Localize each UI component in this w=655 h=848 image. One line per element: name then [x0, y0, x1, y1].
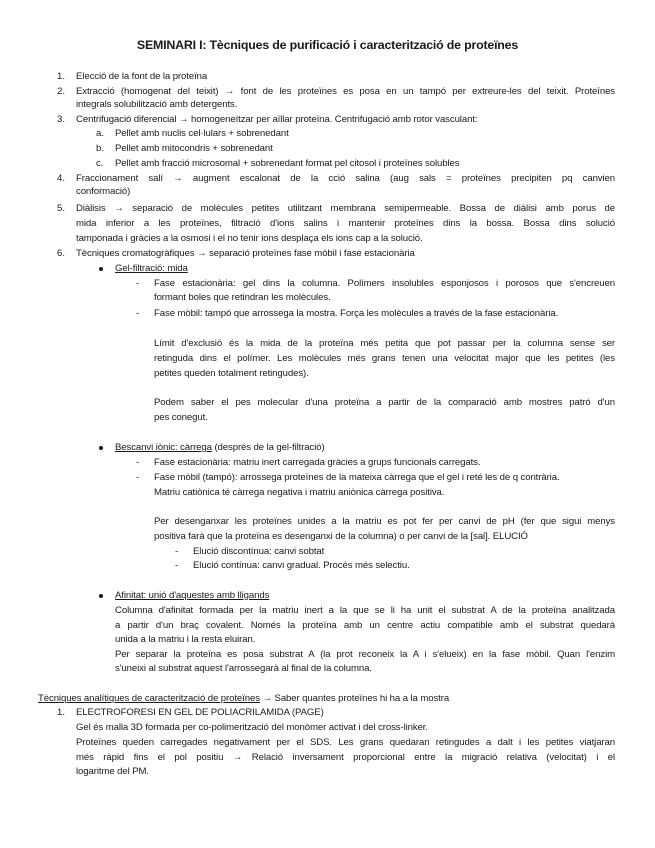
- section-heading-affinity: Afinitat: unió d'aquestes amb lligands: [115, 590, 270, 601]
- sublist-marker: a.: [96, 128, 105, 139]
- section-heading-gel-filtration: Gel-filtració: mida: [115, 263, 188, 274]
- dash-marker: -: [136, 278, 140, 289]
- paragraph-line: Elució discontínua: canvi sobtat: [193, 546, 325, 557]
- list-number: 4.: [57, 173, 66, 184]
- bullet-icon: [99, 446, 103, 450]
- paragraph-line: a partir d'un braç covalent. Només la proteïna amb un centre actiu compatible amb el substrat quedarà: [115, 620, 615, 631]
- paragraph-line: més ràpid fins el pol positiu → Relació inversament proporcional entre la migració relativa (velocitat) i el: [76, 752, 615, 763]
- dash-marker: -: [175, 560, 179, 571]
- list-number: 1.: [57, 707, 66, 718]
- paragraph-line: unida a la matriu i la resta eluiran.: [115, 634, 256, 645]
- sublist-marker: b.: [96, 143, 105, 154]
- heading-rest: → Saber quantes proteïnes hi ha a la mostra: [259, 693, 450, 704]
- dash-marker: -: [136, 457, 140, 468]
- dash-marker: -: [175, 546, 179, 557]
- paragraph-line: Fase estacionària: gel dins la columna. Polímers insolubles esponjosos i porosos que s'encreuen: [154, 278, 615, 289]
- sublist-item: Pellet amb mitocondris + sobrenedant: [115, 143, 273, 154]
- list-item-text: Fraccionament salí → augment escalonat de la cció salina (aug sals = proteïnes precipiten pq canvien: [76, 173, 615, 184]
- paragraph-line: Gel és malla 3D formada per co-polimerització del monòmer activat i del cross-linker.: [76, 722, 428, 733]
- list-number: 2.: [57, 86, 66, 97]
- section-heading-ion-exchange: [115, 442, 325, 454]
- heading-rest: (després de la gel-filtració): [211, 442, 325, 453]
- paragraph-line: petites queden totalment retingudes).: [154, 368, 309, 379]
- dash-marker: -: [136, 308, 140, 319]
- list-item-text: mida inferior a les proteïnes, filtració d'ions salins i mantenir proteïnes dins la bossa. Bossa dins solució: [76, 218, 615, 229]
- paragraph-line: Per desenganxar les proteïnes unides a la matriu es pot fer per canvi de pH (fer que sigui menys: [154, 516, 615, 527]
- paragraph-line: Podem saber el pes molecular d'una proteïna a partir de la comparació amb mostres patró d'un: [154, 397, 615, 408]
- paragraph-line: retinguda dins el polímer. Les molècules més grans tenen una velocitat major que les petites (les: [154, 353, 615, 364]
- heading-underlined: Bescanvi iònic: càrrega: [115, 442, 212, 453]
- list-number: 6.: [57, 248, 66, 259]
- paragraph-line: pes conegut.: [154, 412, 208, 423]
- bullet-icon: [99, 594, 103, 598]
- list-item-text: Elecció de la font de la proteïna: [76, 71, 208, 82]
- list-item-text: conformació): [76, 186, 131, 197]
- list-number: 3.: [57, 114, 66, 125]
- paragraph-line: Columna d'afinitat formada per la matriu inert a la que se li ha unit el substrat A de la proteïna analitzada: [115, 605, 615, 616]
- list-item-text: Tècniques cromatogràfiques → separació proteïnes fase mòbil i fase estacionària: [76, 248, 415, 259]
- section-heading-analytic: [38, 693, 449, 705]
- list-number: 1.: [57, 71, 66, 82]
- list-number: 5.: [57, 203, 66, 214]
- dash-marker: -: [136, 472, 140, 483]
- list-item-text: integrals solubilització amb detergents.: [76, 99, 238, 110]
- paragraph-line: logaritme del PM.: [76, 766, 149, 777]
- paragraph-line: formant boles que retindran les molècules.: [154, 292, 331, 303]
- page-title: SEMINARI I: Tècniques de purificació i caracterització de proteïnes: [136, 38, 519, 52]
- paragraph-line: Fase estacionària: matriu inert carregada gràcies a grups funcionals carregats.: [154, 457, 481, 468]
- paragraph-line: Fase mòbil: tampó que arrossega la mostra. Força les molècules a través de la fase estacionària.: [154, 308, 559, 319]
- paragraph-line: positiva farà que la proteïna es desenganxi de la columna) o per canvi de la [sal]. ELUCIÓ: [154, 531, 528, 542]
- list-item-text: Diàlisis → separació de molècules petites utilitzant membrana semipermeable. Bossa de diàlisi amb porus de: [76, 203, 615, 214]
- paragraph-line: Per separar la proteïna es posa substrat A (la prot reconeix la A i s'elueix) en la fase mòbil. Quan l'enzim: [115, 649, 615, 660]
- list-item-text: tamponada i gràcies a la osmosi i el no tenir ions desplaça els ions cap a la solució.: [76, 233, 423, 244]
- list-item-text: Centrifugació diferencial → homogeneïtzar per aïllar proteïna. Centrifugació amb rotor vasculant:: [76, 114, 478, 125]
- paragraph-line: Proteïnes queden carregades negativament per el SDS. Les grans quedaran retingudes a dalt i les petites viatjaran: [76, 737, 615, 748]
- list-item-text: Extracció (homogenat del teixit) → font de les proteïnes es posa en un tampó per extreure-les del teixit. Proteïnes: [76, 86, 615, 97]
- list-item-text: ELECTROFORESI EN GEL DE POLIACRILAMIDA (PAGE): [76, 707, 324, 718]
- paragraph-line: Elució contínua: canvi gradual. Procés més selectiu.: [193, 560, 410, 571]
- sublist-item: Pellet amb nuclis cel·lulars + sobrenedant: [115, 128, 289, 139]
- bullet-icon: [99, 267, 103, 271]
- paragraph-line: s'uneixi al substrat aquest l'arrossegarà al final de la columna.: [115, 663, 372, 674]
- sublist-marker: c.: [96, 158, 104, 169]
- paragraph-line: Matriu catiònica té càrrega negativa i matriu aniònica càrrega positiva.: [154, 487, 445, 498]
- sublist-item: Pellet amb fracció microsomal + sobrenedant format pel citosol i proteïnes solubles: [115, 158, 460, 169]
- paragraph-line: Límit d'exclusió és la mida de la proteïna més petita que pot passar per la columna sense ser: [154, 338, 615, 349]
- paragraph-line: Fase mòbil (tampó): arrossega proteïnes de la mateixa càrrega que el gel i reté les de q contrària.: [154, 472, 560, 483]
- heading-underlined: Tècniques analítiques de caracterització de proteïnes: [38, 693, 260, 704]
